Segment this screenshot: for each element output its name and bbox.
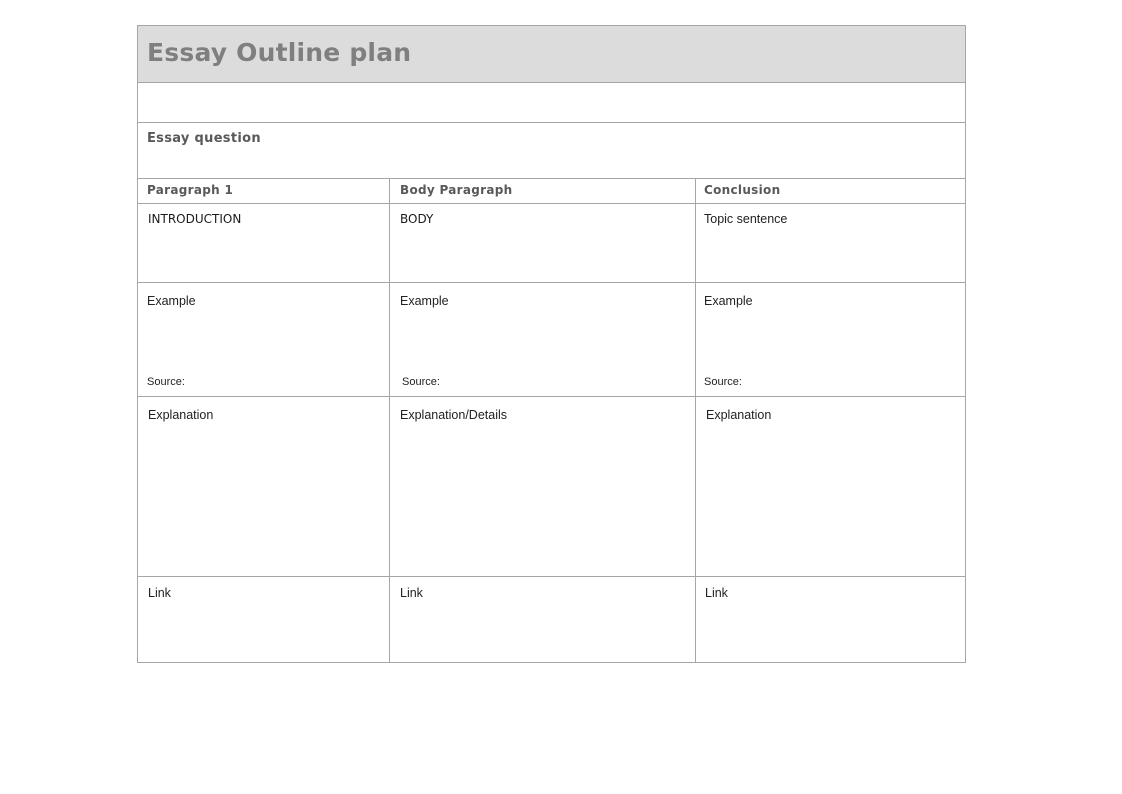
cell-explanation-1: Explanation [148, 408, 214, 422]
essay-outline-table [137, 25, 966, 663]
cell-example-1: Example [147, 294, 196, 308]
topic-row[interactable] [138, 204, 965, 283]
cell-topic-sentence: Topic sentence [704, 212, 788, 226]
column-header-body-paragraph: Body Paragraph [400, 183, 513, 197]
column-header-row [138, 179, 965, 204]
explanation-row[interactable] [138, 397, 965, 577]
title-row [138, 26, 965, 83]
cell-introduction: INTRODUCTION [148, 212, 242, 226]
link-row[interactable] [138, 577, 965, 662]
cell-example-2: Example [400, 294, 449, 308]
cell-link-3: Link [705, 586, 728, 600]
name-entry-row[interactable] [138, 83, 965, 123]
cell-example-3: Example [704, 294, 753, 308]
source-label-2: Source: [402, 376, 440, 388]
example-row[interactable] [138, 283, 965, 397]
column-divider-2 [695, 179, 696, 662]
source-label-3: Source: [704, 376, 742, 388]
cell-explanation-3: Explanation [706, 408, 772, 422]
page-title: Essay Outline plan [147, 38, 412, 67]
column-header-conclusion: Conclusion [704, 183, 781, 197]
cell-explanation-details: Explanation/Details [400, 408, 508, 422]
cell-body: BODY [400, 212, 434, 226]
column-header-paragraph-1: Paragraph 1 [147, 183, 234, 197]
cell-link-2: Link [400, 586, 423, 600]
column-divider-1 [389, 179, 390, 662]
cell-link-1: Link [148, 586, 171, 600]
essay-question-label: Essay question [147, 131, 261, 146]
source-label-1: Source: [147, 376, 185, 388]
essay-question-row[interactable] [138, 123, 965, 179]
